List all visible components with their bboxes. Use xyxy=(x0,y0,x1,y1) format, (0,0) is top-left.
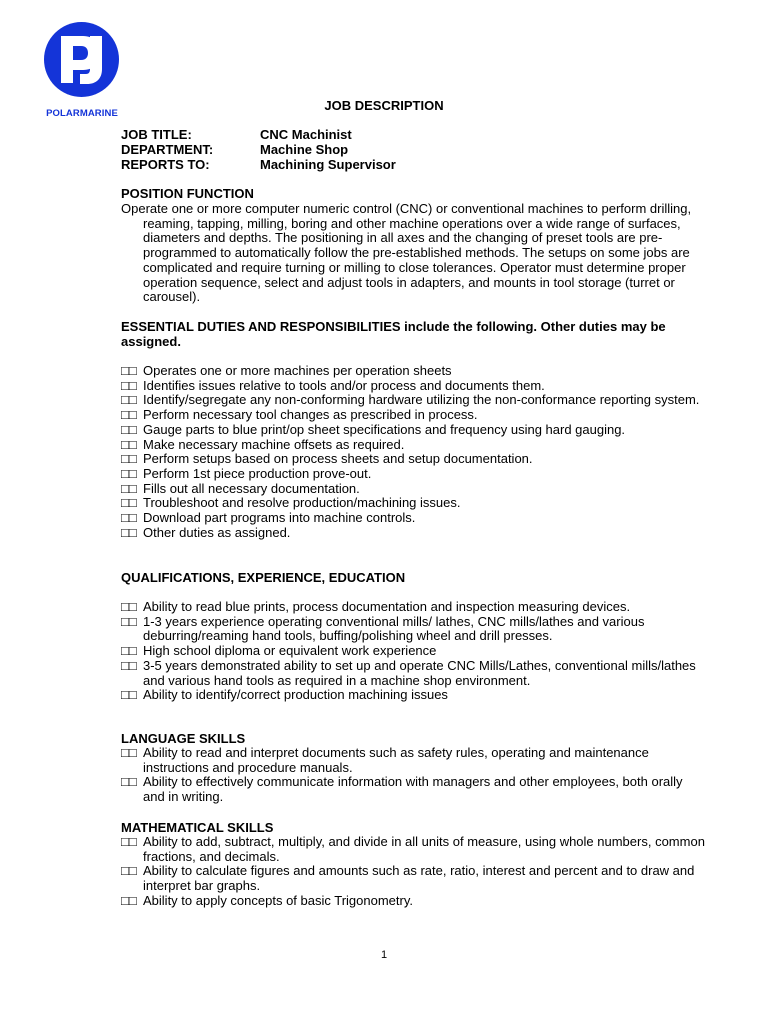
list-item xyxy=(121,894,706,909)
list-item xyxy=(121,835,706,864)
list-item-text: Ability to identify/correct production machining issues xyxy=(143,687,448,703)
qualifications-list xyxy=(121,600,706,703)
bullet-icon: □□ xyxy=(121,510,137,526)
list-item xyxy=(121,496,706,511)
bullet-icon: □□ xyxy=(121,377,137,393)
list-item-text: Fills out all necessary documentation. xyxy=(143,480,360,496)
list-item-text: Gauge parts to blue print/op sheet specifications and frequency using hard gauging. xyxy=(143,421,626,437)
section-heading-mathematical-skills: MATHEMATICAL SKILLS xyxy=(121,820,274,835)
list-item xyxy=(121,408,706,423)
meta-label: DEPARTMENT: xyxy=(121,142,214,157)
bullet-icon: □□ xyxy=(121,465,137,481)
list-item xyxy=(121,644,706,659)
list-item-text: Download part programs into machine controls. xyxy=(143,510,416,526)
meta-row-department xyxy=(121,142,396,157)
list-item-text: Perform setups based on process sheets and setup documentation. xyxy=(143,451,533,467)
bullet-icon: □□ xyxy=(121,687,137,703)
logo-emblem-icon xyxy=(44,22,119,97)
polarmarine-logo xyxy=(43,22,121,119)
list-item-text: 3-5 years demonstrated ability to set up and operate CNC Mills/Lathes, conventional mills/lathes and various hand tools as required in a machine shop environment. xyxy=(143,657,696,688)
bullet-icon: □□ xyxy=(121,421,137,437)
list-item xyxy=(121,511,706,526)
list-item xyxy=(121,615,706,644)
list-item-text: Ability to read and interpret documents such as safety rules, operating and maintenance instructions and procedure manuals. xyxy=(143,745,649,775)
list-item-text: Ability to apply concepts of basic Trigonometry. xyxy=(143,892,413,908)
list-item-text: Troubleshoot and resolve production/machining issues. xyxy=(143,495,461,511)
list-item-text: Perform necessary tool changes as prescribed in process. xyxy=(143,407,478,423)
bullet-icon: □□ xyxy=(121,451,137,467)
list-item xyxy=(121,526,706,541)
list-item-text: Other duties as assigned. xyxy=(143,524,291,540)
section-heading-position-function: POSITION FUNCTION xyxy=(121,186,254,201)
bullet-icon: □□ xyxy=(121,495,137,511)
bullet-icon: □□ xyxy=(121,480,137,496)
essential-duties-list xyxy=(121,364,706,540)
list-item xyxy=(121,393,706,408)
list-item-text: High school diploma or equivalent work experience xyxy=(143,643,437,659)
bullet-icon: □□ xyxy=(121,863,137,879)
list-item-text: 1-3 years experience operating conventional mills/ lathes, CNC mills/lathes and various deburring/reaming hand tools, buffing/polishing wheel and drill presses. xyxy=(143,613,645,644)
meta-label: REPORTS TO: xyxy=(121,157,210,172)
bullet-icon: □□ xyxy=(121,407,137,423)
meta-row-reports-to xyxy=(121,157,396,172)
bullet-icon: □□ xyxy=(121,643,137,659)
list-item-text: Ability to calculate figures and amounts such as rate, ratio, interest and percent and to draw and interpret bar graphs. xyxy=(143,863,695,894)
bullet-icon: □□ xyxy=(121,363,137,378)
list-item-text: Perform 1st piece production prove-out. xyxy=(143,465,372,481)
job-meta xyxy=(121,127,396,172)
list-item-text: Ability to effectively communicate information with managers and other employees, both orally and in writing. xyxy=(143,774,683,805)
meta-label: JOB TITLE: xyxy=(121,127,192,142)
section-heading-essential-duties: ESSENTIAL DUTIES AND RESPONSIBILITIES include the following. Other duties may be assigned. xyxy=(121,319,666,349)
bullet-icon: □□ xyxy=(121,834,137,849)
list-item xyxy=(121,379,706,394)
bullet-icon: □□ xyxy=(121,892,137,908)
list-item-text: Identifies issues relative to tools and/or process and documents them. xyxy=(143,377,545,393)
list-item xyxy=(121,659,706,688)
position-function-text: Operate one or more computer numeric control (CNC) or conventional machines to perform drilling, reaming, tapping, milling, boring and other machine operations over a wide range of surfaces, diameters and depths. The positioning in all axes and the changing of preset tools are pre-programmed to automatically follow the pre-established methods. The setups on some jobs are complicated and require turning or milling to close tolerances. Operator must determine proper operation sequence, select and adjust tools in adapters, and mounts in tool storage (turret or carousel). xyxy=(121,201,692,305)
list-item-text: Ability to read blue prints, process documentation and inspection measuring devices. xyxy=(143,599,631,614)
bullet-icon: □□ xyxy=(121,745,137,760)
list-item xyxy=(121,482,706,497)
section-heading-language-skills: LANGUAGE SKILLS xyxy=(121,731,246,746)
meta-value: Machine Shop xyxy=(260,142,349,157)
section-heading-qualifications: QUALIFICATIONS, EXPERIENCE, EDUCATION xyxy=(121,570,406,585)
list-item xyxy=(121,775,706,804)
language-skills-list xyxy=(121,746,706,805)
list-item xyxy=(121,452,706,467)
bullet-icon: □□ xyxy=(121,774,137,790)
page-number: 1 xyxy=(380,949,388,961)
list-item-text: Ability to add, subtract, multiply, and divide in all units of measure, using whole numbers, common fractions, and decimals. xyxy=(143,834,705,864)
list-item-text: Identify/segregate any non-conforming hardware utilizing the non-conformance reporting system. xyxy=(143,392,700,408)
list-item xyxy=(121,438,706,453)
list-item xyxy=(121,688,706,703)
meta-row-job-title xyxy=(121,127,396,142)
list-item xyxy=(121,364,706,379)
logo-wordmark: POLARMARINE xyxy=(46,108,118,119)
document-title: JOB DESCRIPTION xyxy=(324,98,444,113)
mathematical-skills-list xyxy=(121,835,706,909)
bullet-icon: □□ xyxy=(121,436,137,452)
list-item xyxy=(121,467,706,482)
meta-value: CNC Machinist xyxy=(260,127,352,142)
bullet-icon: □□ xyxy=(121,392,137,408)
bullet-icon: □□ xyxy=(121,524,137,540)
list-item xyxy=(121,600,706,615)
bullet-icon: □□ xyxy=(121,613,137,629)
bullet-icon: □□ xyxy=(121,599,137,614)
meta-value: Machining Supervisor xyxy=(260,157,396,172)
list-item xyxy=(121,423,706,438)
list-item xyxy=(121,746,706,775)
list-item xyxy=(121,864,706,893)
list-item-text: Make necessary machine offsets as required. xyxy=(143,436,405,452)
list-item-text: Operates one or more machines per operation sheets xyxy=(143,363,452,378)
bullet-icon: □□ xyxy=(121,657,137,673)
